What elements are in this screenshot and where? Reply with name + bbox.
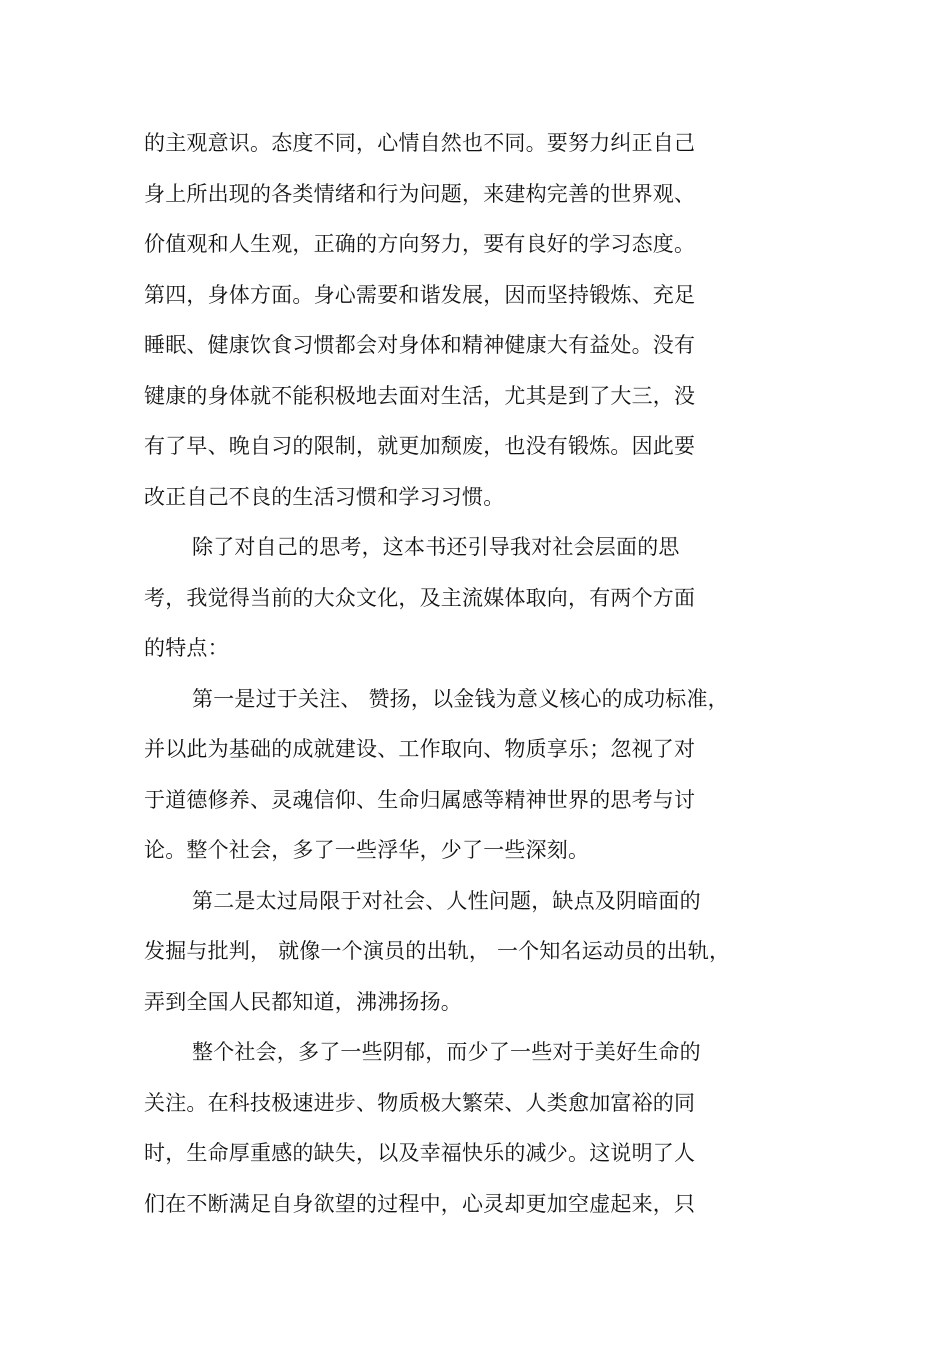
text-line: 有了早、晚自习的限制，就更加颓废，也没有锻炼。因此要	[144, 434, 696, 458]
text-line: 的特点：	[144, 636, 229, 660]
text-line: 考，我觉得当前的大众文化，及主流媒体取向，有两个方面	[144, 585, 696, 610]
text-line: 除了对自己的思考，这本书还引导我对社会层面的思	[192, 535, 680, 559]
text-line: 第四，身体方面。身心需要和谐发展，因而坚持锻炼、充足	[144, 282, 696, 307]
text-line: 的主观意识。态度不同，心情自然也不同。要努力纠正自己	[144, 131, 696, 155]
text-line: 键康的身体就不能积极地去面对生活，尤其是到了大三，没	[144, 383, 696, 408]
text-line: 改正自己不良的生活习惯和学习习惯。	[144, 484, 505, 509]
text-line: 整个社会，多了一些阴郁，而少了一些对于美好生命的	[192, 1040, 701, 1064]
text-line: 睡眠、健康饮食习惯都会对身体和精神健康大有益处。没有	[144, 333, 696, 357]
body-text	[144, 118, 784, 1229]
text-line: 关注。在科技极速进步、物质极大繁荣、人类愈加富裕的同	[144, 1090, 696, 1115]
text-line: 论。整个社会，多了一些浮华，少了一些深刻。	[144, 838, 590, 862]
text-line: 时，生命厚重感的缺失，以及幸福快乐的减少。这说明了人	[144, 1141, 696, 1165]
text-line: 发掘与批判， 就像一个演员的出轨， 一个知名运动员的出轨，	[144, 939, 731, 963]
text-line: 并以此为基础的成就建设、工作取向、物质享乐；忽视了对	[144, 737, 696, 761]
text-line: 们在不断满足自身欲望的过程中，心灵却更加空虚起来，只	[144, 1191, 696, 1216]
text-line: 身上所出现的各类情绪和行为问题，来建构完善的世界观、	[144, 181, 696, 206]
text-line: 第一是过于关注、 赞扬，以金钱为意义核心的成功标准，	[192, 686, 729, 711]
text-line: 价值观和人生观，正确的方向努力，要有良好的学习态度。	[144, 232, 696, 256]
text-line: 第二是太过局限于对社会、人性问题，缺点及阴暗面的	[192, 888, 701, 913]
text-line: 弄到全国人民都知道，沸沸扬扬。	[144, 989, 462, 1014]
text-line: 于道德修养、灵魂信仰、生命归属感等精神世界的思考与讨	[144, 787, 696, 812]
